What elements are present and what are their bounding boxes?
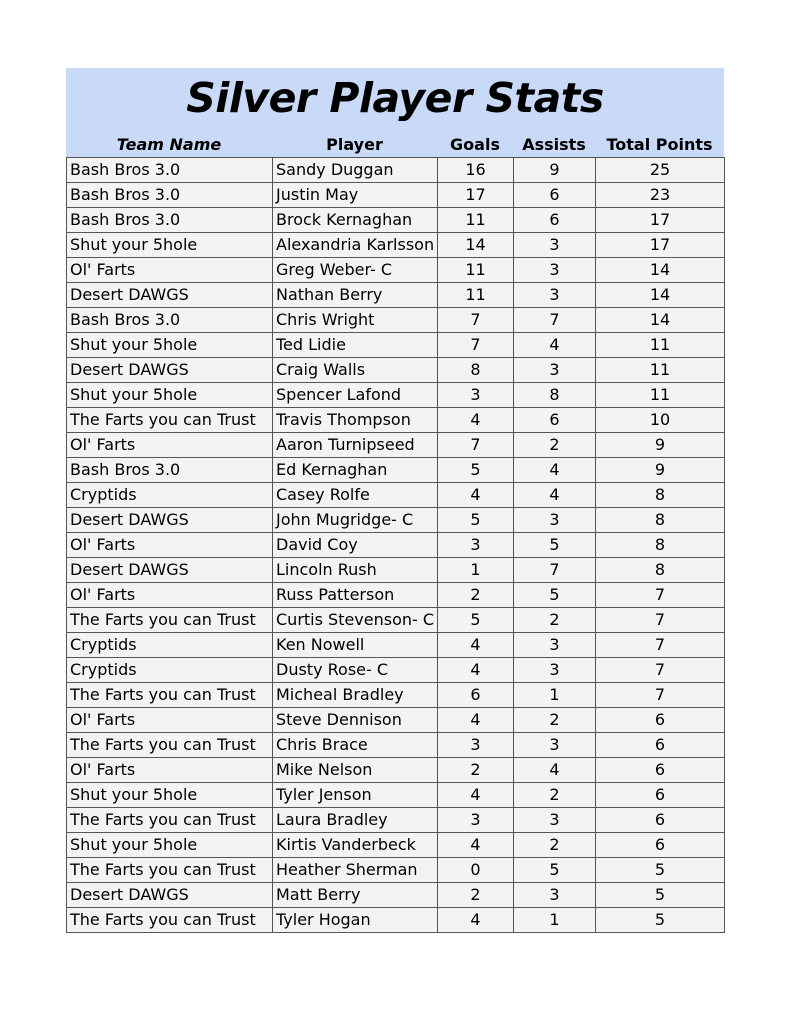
total-points-cell: 8 (596, 483, 725, 508)
total-points-cell: 8 (596, 508, 725, 533)
total-points-cell: 10 (596, 408, 725, 433)
goals-cell: 2 (438, 758, 514, 783)
player-cell: Tyler Jenson (273, 783, 438, 808)
team-name-cell: Shut your 5hole (67, 783, 273, 808)
player-cell: Chris Wright (273, 308, 438, 333)
total-points-cell: 9 (596, 458, 725, 483)
goals-cell: 3 (438, 808, 514, 833)
table-row (67, 258, 725, 283)
player-cell: Casey Rolfe (273, 483, 438, 508)
team-name-cell: Bash Bros 3.0 (67, 308, 273, 333)
assists-cell: 4 (514, 483, 596, 508)
table-row (67, 283, 725, 308)
player-cell: Curtis Stevenson- C (273, 608, 438, 633)
assists-cell: 2 (514, 608, 596, 633)
player-cell: Sandy Duggan (273, 158, 438, 183)
assists-cell: 3 (514, 358, 596, 383)
player-cell: Travis Thompson (273, 408, 438, 433)
team-name-cell: Ol' Farts (67, 533, 273, 558)
team-name-cell: Ol' Farts (67, 433, 273, 458)
team-name-cell: Desert DAWGS (67, 558, 273, 583)
assists-cell: 3 (514, 258, 596, 283)
team-name-cell: Desert DAWGS (67, 358, 273, 383)
total-points-cell: 5 (596, 858, 725, 883)
assists-cell: 5 (514, 858, 596, 883)
team-name-cell: Ol' Farts (67, 583, 273, 608)
player-cell: Spencer Lafond (273, 383, 438, 408)
assists-cell: 4 (514, 758, 596, 783)
total-points-cell: 17 (596, 208, 725, 233)
assists-cell: 3 (514, 658, 596, 683)
team-name-cell: Desert DAWGS (67, 883, 273, 908)
table-row (67, 433, 725, 458)
assists-cell: 5 (514, 583, 596, 608)
team-name-cell: Bash Bros 3.0 (67, 183, 273, 208)
goals-cell: 6 (438, 683, 514, 708)
team-name-cell: Cryptids (67, 633, 273, 658)
table-row (67, 383, 725, 408)
goals-cell: 2 (438, 883, 514, 908)
team-name-cell: Cryptids (67, 658, 273, 683)
total-points-cell: 6 (596, 808, 725, 833)
assists-cell: 2 (514, 433, 596, 458)
total-points-cell: 7 (596, 608, 725, 633)
assists-cell: 8 (514, 383, 596, 408)
team-name-cell: Shut your 5hole (67, 833, 273, 858)
assists-cell: 5 (514, 533, 596, 558)
player-cell: Justin May (273, 183, 438, 208)
player-cell: Greg Weber- C (273, 258, 438, 283)
player-cell: John Mugridge- C (273, 508, 438, 533)
assists-cell: 6 (514, 183, 596, 208)
table-row (67, 558, 725, 583)
table-row (67, 483, 725, 508)
team-name-cell: The Farts you can Trust (67, 908, 273, 933)
table-row (67, 183, 725, 208)
goals-cell: 5 (438, 608, 514, 633)
total-points-cell: 6 (596, 708, 725, 733)
player-cell: Craig Walls (273, 358, 438, 383)
table-row (67, 733, 725, 758)
goals-cell: 14 (438, 233, 514, 258)
goals-cell: 16 (438, 158, 514, 183)
assists-cell: 7 (514, 308, 596, 333)
table-row (67, 508, 725, 533)
table-row (67, 708, 725, 733)
stats-table (66, 157, 725, 933)
player-cell: Micheal Bradley (273, 683, 438, 708)
goals-cell: 7 (438, 433, 514, 458)
sheet-header (66, 68, 724, 157)
team-name-cell: Shut your 5hole (67, 333, 273, 358)
table-row (67, 533, 725, 558)
team-name-cell: Ol' Farts (67, 258, 273, 283)
player-cell: Lincoln Rush (273, 558, 438, 583)
assists-cell: 3 (514, 508, 596, 533)
column-header-team-name: Team Name (116, 135, 222, 154)
goals-cell: 7 (438, 333, 514, 358)
assists-cell: 3 (514, 733, 596, 758)
table-row (67, 158, 725, 183)
table-row (67, 608, 725, 633)
player-cell: Kirtis Vanderbeck (273, 833, 438, 858)
team-name-cell: Desert DAWGS (67, 283, 273, 308)
assists-cell: 2 (514, 708, 596, 733)
column-headers (66, 133, 724, 157)
team-name-cell: The Farts you can Trust (67, 608, 273, 633)
total-points-cell: 5 (596, 908, 725, 933)
total-points-cell: 7 (596, 683, 725, 708)
team-name-cell: Shut your 5hole (67, 383, 273, 408)
assists-cell: 1 (514, 683, 596, 708)
goals-cell: 4 (438, 783, 514, 808)
table-row (67, 633, 725, 658)
assists-cell: 3 (514, 633, 596, 658)
assists-cell: 2 (514, 783, 596, 808)
assists-cell: 3 (514, 883, 596, 908)
table-row (67, 408, 725, 433)
goals-cell: 7 (438, 308, 514, 333)
player-cell: Dusty Rose- C (273, 658, 438, 683)
goals-cell: 3 (438, 533, 514, 558)
table-row (67, 683, 725, 708)
total-points-cell: 11 (596, 333, 725, 358)
team-name-cell: Ol' Farts (67, 758, 273, 783)
total-points-cell: 11 (596, 383, 725, 408)
goals-cell: 1 (438, 558, 514, 583)
total-points-cell: 14 (596, 258, 725, 283)
player-cell: Chris Brace (273, 733, 438, 758)
assists-cell: 2 (514, 833, 596, 858)
goals-cell: 11 (438, 258, 514, 283)
player-cell: Laura Bradley (273, 808, 438, 833)
goals-cell: 3 (438, 733, 514, 758)
team-name-cell: Shut your 5hole (67, 233, 273, 258)
table-row (67, 458, 725, 483)
goals-cell: 5 (438, 458, 514, 483)
player-cell: Alexandria Karlsson (273, 233, 438, 258)
column-header-total-points: Total Points (606, 135, 713, 154)
goals-cell: 4 (438, 658, 514, 683)
goals-cell: 0 (438, 858, 514, 883)
table-row (67, 808, 725, 833)
goals-cell: 5 (438, 508, 514, 533)
total-points-cell: 17 (596, 233, 725, 258)
goals-cell: 11 (438, 208, 514, 233)
team-name-cell: Bash Bros 3.0 (67, 208, 273, 233)
total-points-cell: 23 (596, 183, 725, 208)
column-header-goals: Goals (450, 135, 500, 154)
assists-cell: 1 (514, 908, 596, 933)
total-points-cell: 8 (596, 558, 725, 583)
team-name-cell: The Farts you can Trust (67, 408, 273, 433)
player-cell: Heather Sherman (273, 858, 438, 883)
stats-table-body (67, 158, 725, 933)
table-row (67, 858, 725, 883)
player-cell: Ed Kernaghan (273, 458, 438, 483)
table-row (67, 833, 725, 858)
total-points-cell: 14 (596, 308, 725, 333)
assists-cell: 6 (514, 208, 596, 233)
page-title: Silver Player Stats (186, 74, 604, 122)
stats-sheet (66, 68, 724, 933)
assists-cell: 4 (514, 333, 596, 358)
team-name-cell: Bash Bros 3.0 (67, 158, 273, 183)
goals-cell: 8 (438, 358, 514, 383)
total-points-cell: 11 (596, 358, 725, 383)
total-points-cell: 8 (596, 533, 725, 558)
team-name-cell: The Farts you can Trust (67, 808, 273, 833)
assists-cell: 9 (514, 158, 596, 183)
table-row (67, 233, 725, 258)
table-row (67, 208, 725, 233)
total-points-cell: 7 (596, 658, 725, 683)
goals-cell: 4 (438, 833, 514, 858)
table-row (67, 908, 725, 933)
total-points-cell: 25 (596, 158, 725, 183)
goals-cell: 4 (438, 633, 514, 658)
table-row (67, 333, 725, 358)
total-points-cell: 6 (596, 783, 725, 808)
player-cell: Mike Nelson (273, 758, 438, 783)
player-cell: Russ Patterson (273, 583, 438, 608)
player-cell: David Coy (273, 533, 438, 558)
goals-cell: 3 (438, 383, 514, 408)
player-cell: Aaron Turnipseed (273, 433, 438, 458)
table-row (67, 358, 725, 383)
total-points-cell: 6 (596, 833, 725, 858)
total-points-cell: 7 (596, 633, 725, 658)
team-name-cell: Cryptids (67, 483, 273, 508)
total-points-cell: 5 (596, 883, 725, 908)
assists-cell: 3 (514, 283, 596, 308)
goals-cell: 11 (438, 283, 514, 308)
team-name-cell: The Farts you can Trust (67, 683, 273, 708)
player-cell: Steve Dennison (273, 708, 438, 733)
team-name-cell: Desert DAWGS (67, 508, 273, 533)
goals-cell: 4 (438, 908, 514, 933)
assists-cell: 4 (514, 458, 596, 483)
table-row (67, 583, 725, 608)
goals-cell: 4 (438, 708, 514, 733)
total-points-cell: 14 (596, 283, 725, 308)
goals-cell: 2 (438, 583, 514, 608)
goals-cell: 4 (438, 483, 514, 508)
column-header-assists: Assists (522, 135, 586, 154)
team-name-cell: The Farts you can Trust (67, 858, 273, 883)
team-name-cell: The Farts you can Trust (67, 733, 273, 758)
player-cell: Ted Lidie (273, 333, 438, 358)
player-cell: Brock Kernaghan (273, 208, 438, 233)
table-row (67, 758, 725, 783)
column-header-player: Player (326, 135, 383, 154)
table-row (67, 783, 725, 808)
player-cell: Matt Berry (273, 883, 438, 908)
total-points-cell: 9 (596, 433, 725, 458)
total-points-cell: 7 (596, 583, 725, 608)
player-cell: Nathan Berry (273, 283, 438, 308)
assists-cell: 7 (514, 558, 596, 583)
table-row (67, 658, 725, 683)
total-points-cell: 6 (596, 758, 725, 783)
player-cell: Ken Nowell (273, 633, 438, 658)
team-name-cell: Ol' Farts (67, 708, 273, 733)
total-points-cell: 6 (596, 733, 725, 758)
player-cell: Tyler Hogan (273, 908, 438, 933)
table-row (67, 308, 725, 333)
goals-cell: 4 (438, 408, 514, 433)
assists-cell: 3 (514, 808, 596, 833)
table-row (67, 883, 725, 908)
assists-cell: 3 (514, 233, 596, 258)
team-name-cell: Bash Bros 3.0 (67, 458, 273, 483)
assists-cell: 6 (514, 408, 596, 433)
goals-cell: 17 (438, 183, 514, 208)
